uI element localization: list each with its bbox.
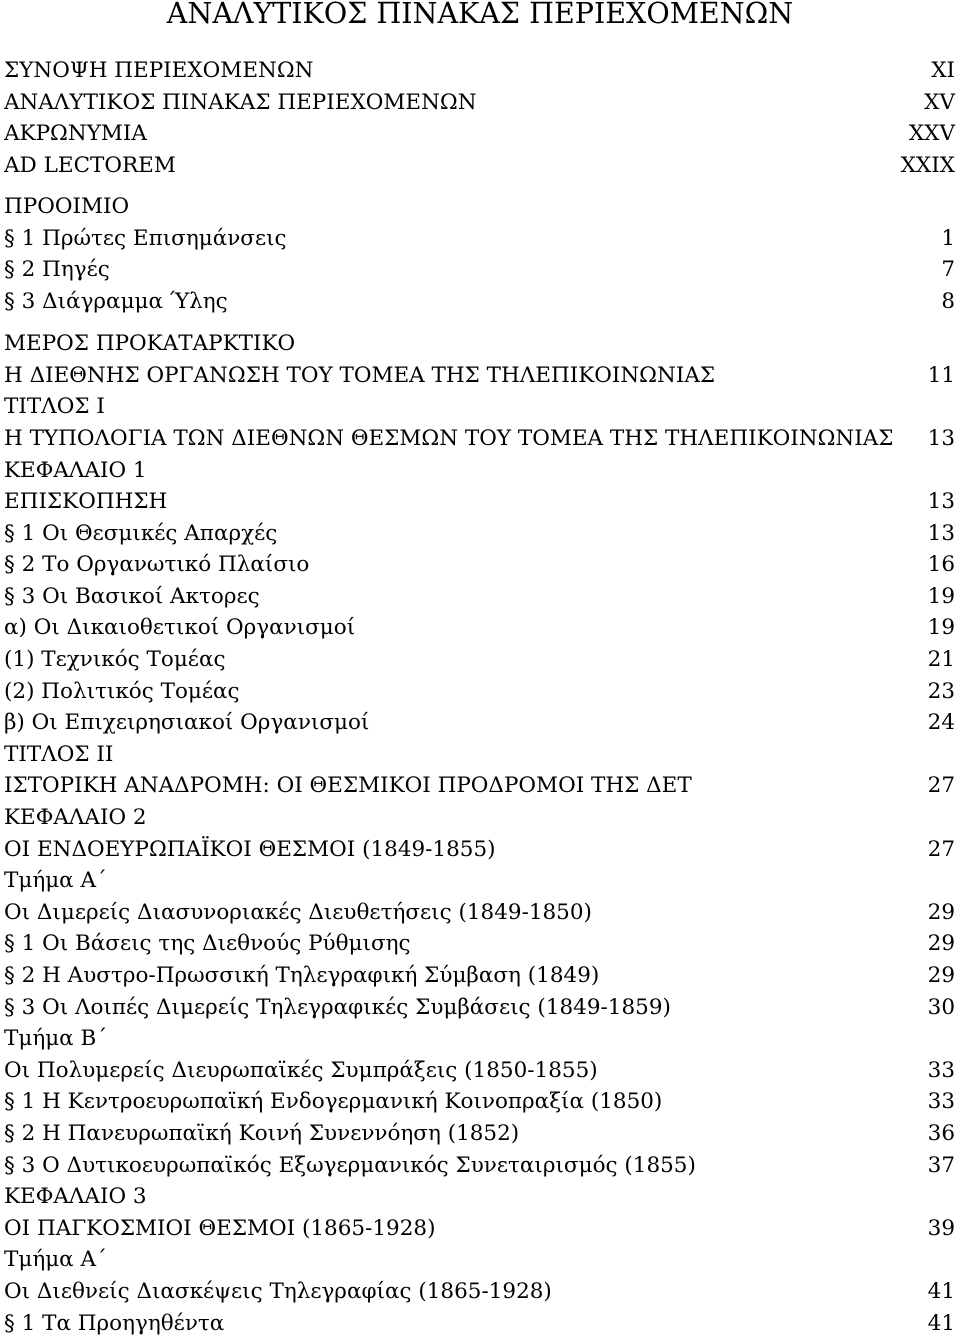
toc-entry-page-number: 29 (927, 963, 955, 988)
toc-heading-title: ΠΡΟΟΙΜΙΟ (4, 194, 130, 220)
toc-entry-title: § 1 Οι Βάσεις της Διεθνούς Ρύθμισης (4, 931, 411, 957)
toc-entry-title: § 3 Διάγραμμα Ύλης (4, 288, 228, 314)
toc-entry (4, 770, 955, 802)
toc-entry-page-number: XI (931, 58, 955, 84)
toc-entry (4, 1276, 955, 1308)
toc-heading-title: Τμήμα Α΄ (4, 1247, 107, 1273)
toc-entry-page-number: 33 (927, 1089, 955, 1115)
toc-heading (4, 328, 955, 360)
toc-entry-title: ΕΠΙΣΚΟΠΗΣΗ (4, 489, 168, 515)
toc-heading (4, 455, 955, 487)
toc-entry (4, 549, 955, 581)
toc-entry (4, 834, 955, 866)
toc-entry (4, 928, 955, 960)
toc-entry (4, 1118, 955, 1150)
toc-entry (4, 223, 955, 255)
toc-entry (4, 286, 955, 318)
toc-entry-title: Οι Διμερείς Διασυνοριακές Διευθετήσεις (1849-1850) (4, 899, 592, 925)
toc-entry-page-number: 1 (941, 225, 955, 251)
toc-entry-page-number: 13 (927, 520, 955, 546)
toc-entry-title: § 3 Ο Δυτικοευρωπαϊκός Εξωγερμανικός Συνεταιρισμός (1855) (4, 1152, 696, 1178)
toc-heading (4, 191, 955, 223)
toc-entry-page-number: XXIX (900, 152, 955, 178)
toc-entry-page-number: 23 (927, 678, 955, 704)
toc-entry-page-number: 19 (927, 583, 955, 609)
toc-entry (4, 518, 955, 550)
toc-entry-title: ΑΚΡΩΝΥΜΙΑ (4, 121, 147, 147)
toc-entry-title: § 2 Το Οργανωτικό Πλαίσιο (4, 552, 310, 578)
toc-entry-title: § 2 Η Αυστρο-Πρωσσική Τηλεγραφική Σύμβαση (1849) (4, 963, 600, 988)
toc-entry-title: Οι Διεθνείς Διασκέψεις Τηλεγραφίας (1865-1928) (4, 1278, 552, 1304)
toc-entry-page-number: 13 (927, 489, 955, 515)
toc-entry-page-number: 41 (927, 1278, 955, 1304)
toc-entry-title: § 1 Η Κεντροευρωπαϊκή Ενδογερμανική Κοινοπραξία (1850) (4, 1089, 663, 1115)
toc-entry (4, 87, 955, 119)
toc-entry-page-number: 29 (927, 899, 955, 925)
toc-entry (4, 486, 955, 518)
page-title: ΑΝΑΛΥΤΙΚΟΣ ΠΙΝΑΚΑΣ ΠΕΡΙΕΧΟΜΕΝΩΝ (166, 0, 794, 30)
toc-heading (4, 391, 955, 423)
toc-entry-title: ΙΣΤΟΡΙΚΗ ΑΝΑΔΡΟΜΗ: ΟΙ ΘΕΣΜΙΚΟΙ ΠΡΟΔΡΟΜΟΙ ΤΗΣ ΔΕΤ (4, 773, 692, 799)
toc-entry (4, 1150, 955, 1182)
toc-heading-title: ΤΙΤΛΟΣ ΙΙ (4, 741, 114, 767)
toc-entry-title: Η ΔΙΕΘΝΗΣ ΟΡΓΑΝΩΣΗ ΤΟΥ ΤΟΜΕΑ ΤΗΣ ΤΗΛΕΠΙΚΟΙΝΩΝΙΑΣ (4, 362, 716, 388)
toc-entry-page-number: 24 (927, 710, 955, 736)
toc-entry-title: § 1 Πρώτες Επισημάνσεις (4, 225, 287, 251)
toc-entry (4, 992, 955, 1024)
toc-entry-page-number: 29 (927, 931, 955, 957)
toc-entry-page-number: 21 (927, 647, 955, 673)
toc-entry (4, 1055, 955, 1087)
toc-entry-title: AD LECTOREM (4, 152, 176, 178)
toc-entry (4, 897, 955, 929)
toc-entry (4, 254, 955, 286)
toc-entry (4, 676, 955, 708)
toc-entry-title: § 3 Οι Βασικοί Ακτορες (4, 583, 260, 609)
toc-entry-page-number: 37 (927, 1152, 955, 1178)
toc-entry-page-number: XV (924, 89, 955, 115)
toc-entry-page-number: 7 (941, 257, 955, 283)
toc-entry-title: (2) Πολιτικός Τομέας (4, 678, 240, 704)
toc-entry-title: Η ΤΥΠΟΛΟΓΙΑ ΤΩΝ ΔΙΕΘΝΩΝ ΘΕΣΜΩΝ ΤΟΥ ΤΟΜΕΑ ΤΗΣ ΤΗΛΕΠΙΚΟΙΝΩΝΙΑΣ (4, 425, 894, 451)
toc-entry (4, 707, 955, 739)
toc-entry-title: § 1 Οι Θεσμικές Απαρχές (4, 520, 278, 546)
toc-entry-page-number: 27 (927, 773, 955, 799)
toc-heading-title: ΤΙΤΛΟΣ Ι (4, 394, 105, 420)
toc-entry-page-number: 11 (927, 362, 955, 388)
toc-entry-title: Οι Πολυμερείς Διευρωπαϊκές Συμπράξεις (1850-1855) (4, 1057, 598, 1083)
toc-entry-title: § 2 Η Πανευρωπαϊκή Κοινή Συνεννόηση (1852) (4, 1120, 520, 1146)
toc-heading-title: Τμήμα Α΄ (4, 868, 107, 894)
toc-heading-title: ΚΕΦΑΛΑΙΟ 1 (4, 457, 147, 483)
toc-entry (4, 644, 955, 676)
toc-entry (4, 150, 955, 182)
toc-entry-title: ΣΥΝΟΨΗ ΠΕΡΙΕΧΟΜΕΝΩΝ (4, 58, 314, 84)
toc-entry (4, 55, 955, 87)
toc-entry (4, 118, 955, 150)
toc-heading (4, 1244, 955, 1276)
toc-entry-page-number: XXV (908, 121, 955, 147)
toc-entry-page-number: 13 (927, 425, 955, 451)
toc-entry-page-number: 8 (941, 288, 955, 314)
toc-entry-title: § 1 Τα Προηγηθέντα (4, 1310, 225, 1336)
toc-entry-title: (1) Τεχνικός Τομέας (4, 647, 226, 673)
toc-heading (4, 739, 955, 771)
toc-entry (4, 1086, 955, 1118)
toc-entry-page-number: 27 (927, 836, 955, 862)
toc-entry (4, 960, 955, 992)
toc-entry (4, 1308, 955, 1340)
toc-entry (4, 612, 955, 644)
toc-entry (4, 1213, 955, 1245)
toc-entry-page-number: 19 (927, 615, 955, 641)
table-of-contents (4, 55, 955, 1339)
toc-entry-title: ΟΙ ΕΝΔΟΕΥΡΩΠΑΪΚΟΙ ΘΕΣΜΟΙ (1849-1855) (4, 836, 496, 862)
toc-entry-page-number: 39 (927, 1215, 955, 1241)
toc-entry-title: § 3 Οι Λοιπές Διμερείς Τηλεγραφικές Συμβάσεις (1849-1859) (4, 994, 671, 1020)
toc-entry-page-number: 36 (927, 1120, 955, 1146)
toc-entry-page-number: 30 (927, 994, 955, 1020)
toc-entry-page-number: 41 (927, 1310, 955, 1336)
toc-entry-title: § 2 Πηγές (4, 257, 110, 283)
toc-entry (4, 423, 955, 455)
toc-heading-title: ΜΕΡΟΣ ΠΡΟΚΑΤΑΡΚΤΙΚΟ (4, 331, 296, 357)
toc-entry-title: α) Οι Δικαιοθετικοί Οργανισμοί (4, 615, 356, 641)
toc-entry-title: ΑΝΑΛΥΤΙΚΟΣ ΠΙΝΑΚΑΣ ΠΕΡΙΕΧΟΜΕΝΩΝ (4, 89, 477, 115)
toc-heading (4, 865, 955, 897)
toc-heading (4, 802, 955, 834)
toc-heading (4, 1023, 955, 1055)
toc-entry (4, 581, 955, 613)
toc-heading (4, 1181, 955, 1213)
toc-heading-title: ΚΕΦΑΛΑΙΟ 2 (4, 805, 147, 831)
toc-heading-title: Τμήμα Β΄ (4, 1026, 108, 1052)
toc-heading-title: ΚΕΦΑΛΑΙΟ 3 (4, 1184, 147, 1210)
toc-entry-page-number: 33 (927, 1057, 955, 1083)
toc-entry-title: β) Οι Επιχειρησιακοί Οργανισμοί (4, 710, 370, 736)
toc-entry (4, 360, 955, 392)
toc-entry-title: ΟΙ ΠΑΓΚΟΣΜΙΟΙ ΘΕΣΜΟΙ (1865-1928) (4, 1215, 436, 1241)
toc-entry-page-number: 16 (927, 552, 955, 578)
